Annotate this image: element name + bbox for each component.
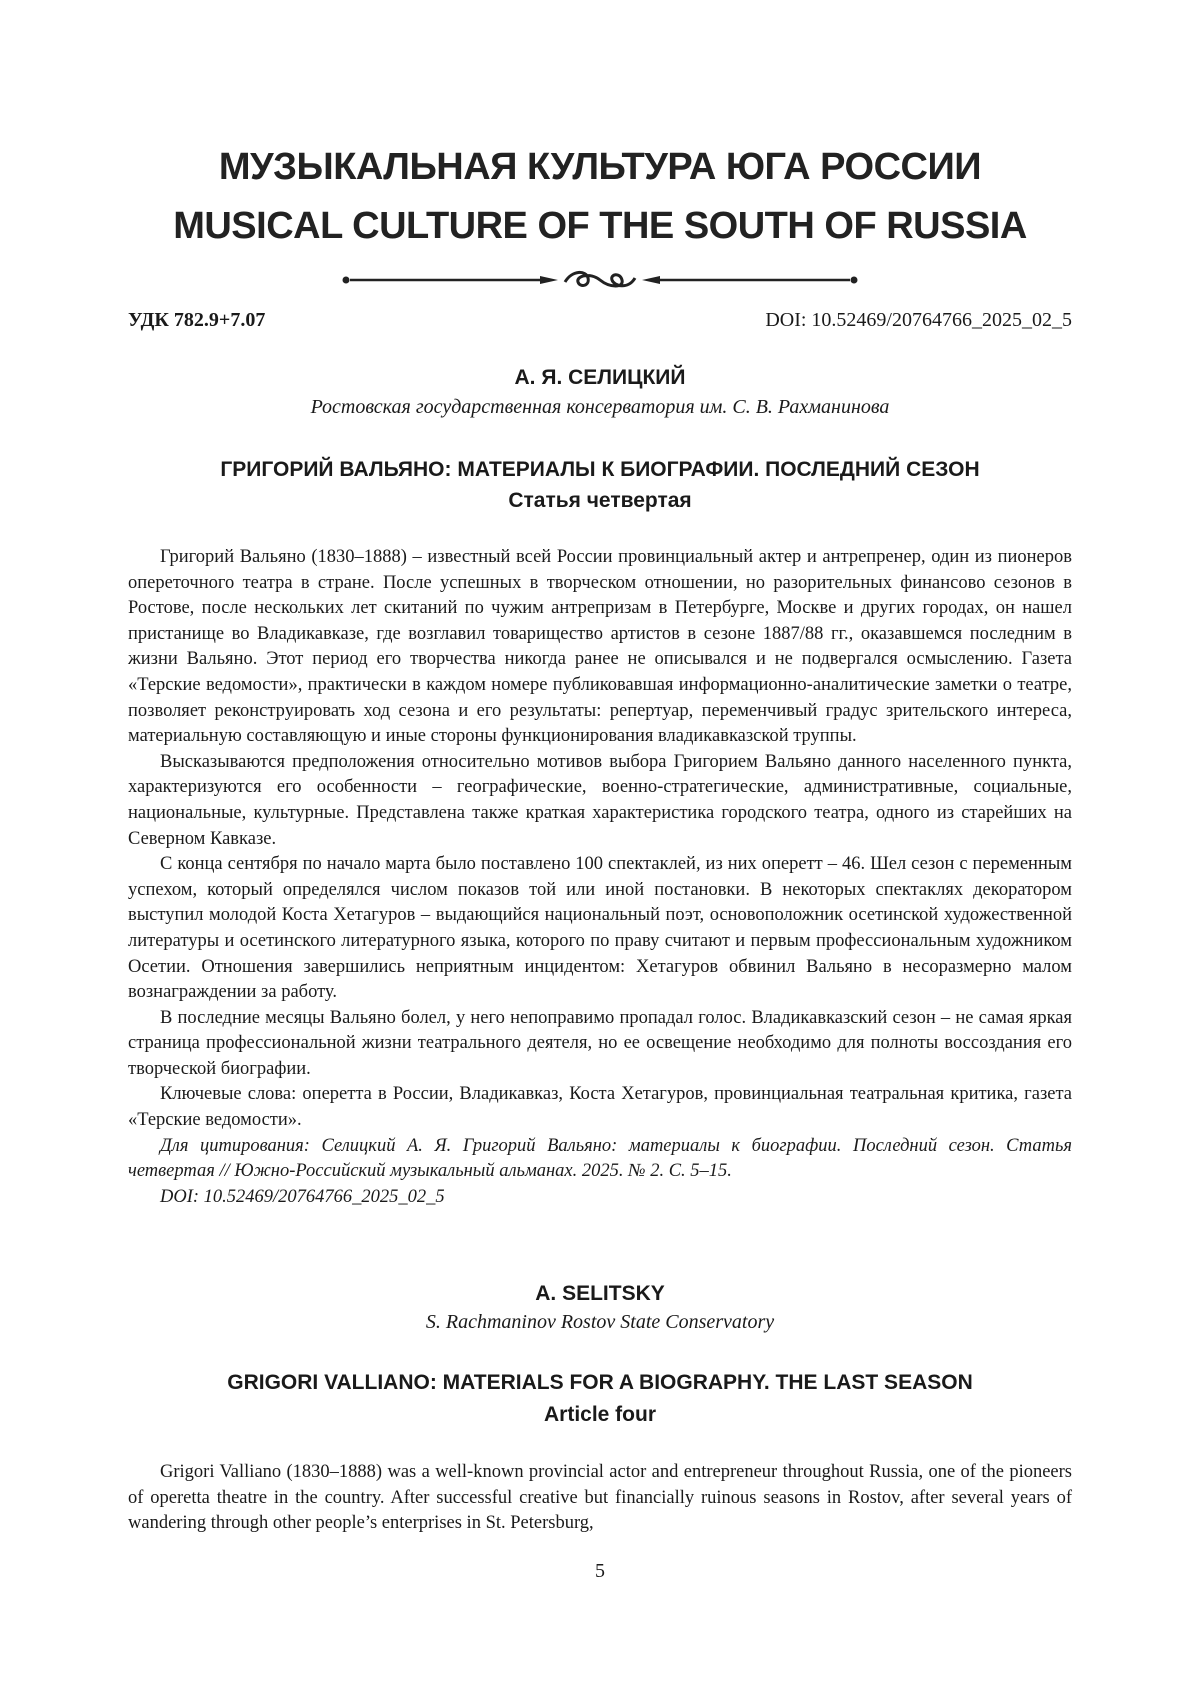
article-title-en: GRIGORI VALLIANO: MATERIALS FOR A BIOGRAPHY. THE LAST SEASON [227,1371,973,1394]
ornament-divider [340,266,860,294]
abstract-paragraph: С конца сентября по начало марта было поставлено 100 спектаклей, из них оперетт – 46. Шел сезон с переменным успехом, который определялся числом показов той или иной постановки. В некоторых спектаклях декоратором выступил молодой Коста Хетагуров – выдающийся национальный поэт, основоположник осетинской художественной литературы и осетинского литературного языка, которого по праву считают и первым профессиональным художником Осетии. Отношения завершились неприятным инцидентом: Хетагуров обвинил Вальяно в несоразмерно малом вознаграждении за работу. [128,854,1072,1003]
udc-code: УДК 782.9+7.07 [128,309,266,331]
journal-title-en: MUSICAL CULTURE OF THE SOUTH OF RUSSIA [173,205,1027,247]
keywords: Ключевые слова: оперетта в России, Владикавказ, Коста Хетагуров, провинциальная театральная критика, газета «Терские ведомости». [128,1084,1072,1131]
citation: Для цитирования: Селицкий А. Я. Григорий Вальяно: материалы к биографии. Последний сезон. Статья четвертая // Южно-Российский музыкальный альманах. 2025. № 2. С. 5–15. [128,1135,1072,1182]
author-en: A. SELITSKY [535,1282,665,1305]
journal-title-ru: МУЗЫКАЛЬНАЯ КУЛЬТУРА ЮГА РОССИИ [218,146,982,188]
article-subtitle-ru: Статья четвертая [508,489,692,512]
affiliation-en: S. Rachmaninov Rostov State Conservatory [425,1311,775,1333]
affiliation-ru: Ростовская государственная консерватория им. С. В. Рахманинова [310,396,890,418]
author-ru: А. Я. СЕЛИЦКИЙ [514,366,686,389]
abstract-ru [128,545,1072,1210]
abstract-paragraph: В последние месяцы Вальяно болел, у него непоправимо пропадал голос. Владикавказский сезон – не самая яркая страница профессиональной жизни театрального деятеля, но ее освещение необходимо для полноты воссоздания его творческой биографии. [128,1007,1072,1079]
article-title-ru: ГРИГОРИЙ ВАЛЬЯНО: МАТЕРИАЛЫ К БИОГРАФИИ. ПОСЛЕДНИЙ СЕЗОН [220,458,980,481]
article-subtitle-en: Article four [543,1403,656,1426]
abstract-en [128,1460,1072,1537]
abstract-paragraph: Григорий Вальяно (1830–1888) – известный всей России провинциальный актер и антрепренер, один из пионеров опереточного театра в стране. После успешных в творческом отношении, но разорительных финансово сезонов в Ростове, после нескольких лет скитаний по чужим антрепризам в Петербурге, Москве и других городах, он нашел пристанище во Владикавказе, где возглавил товарищество артистов в сезоне 1887/88 гг., оказавшемся последним в жизни Вальяно. Этот период его творчества никогда ранее не описывался и не подвергался осмыслению. Газета «Терские ведомости», практически в каждом номере публиковавшая информационно-аналитические заметки о театре, позволяет реконструировать ход сезона и его результаты: репертуар, переменчивый градус зрительского интереса, материальную составляющую и иные стороны функционирования владикавказской труппы. [128,547,1072,747]
page-number: 5 [595,1560,605,1582]
abstract-paragraph-en: Grigori Valliano (1830–1888) was a well-known provincial actor and entrepreneur throughout Russia, one of the pioneers of operetta theatre in the country. After successful creative but financially ruinous seasons in Rostov, after several years of wandering through other people’s enterprises in St. Petersburg, [128,1462,1072,1534]
doi-header: DOI: 10.52469/20764766_2025_02_5 [765,309,1072,331]
abstract-paragraph: Высказываются предположения относительно мотивов выбора Григорием Вальяно данного населенного пункта, характеризуются его особенности – географические, военно-стратегические, административные, социальные, национальные, культурные. Представлена также краткая характеристика городского театра, одного из старейших на Северном Кавказе. [128,751,1072,849]
citation-doi: DOI: 10.52469/20764766_2025_02_5 [160,1186,445,1207]
